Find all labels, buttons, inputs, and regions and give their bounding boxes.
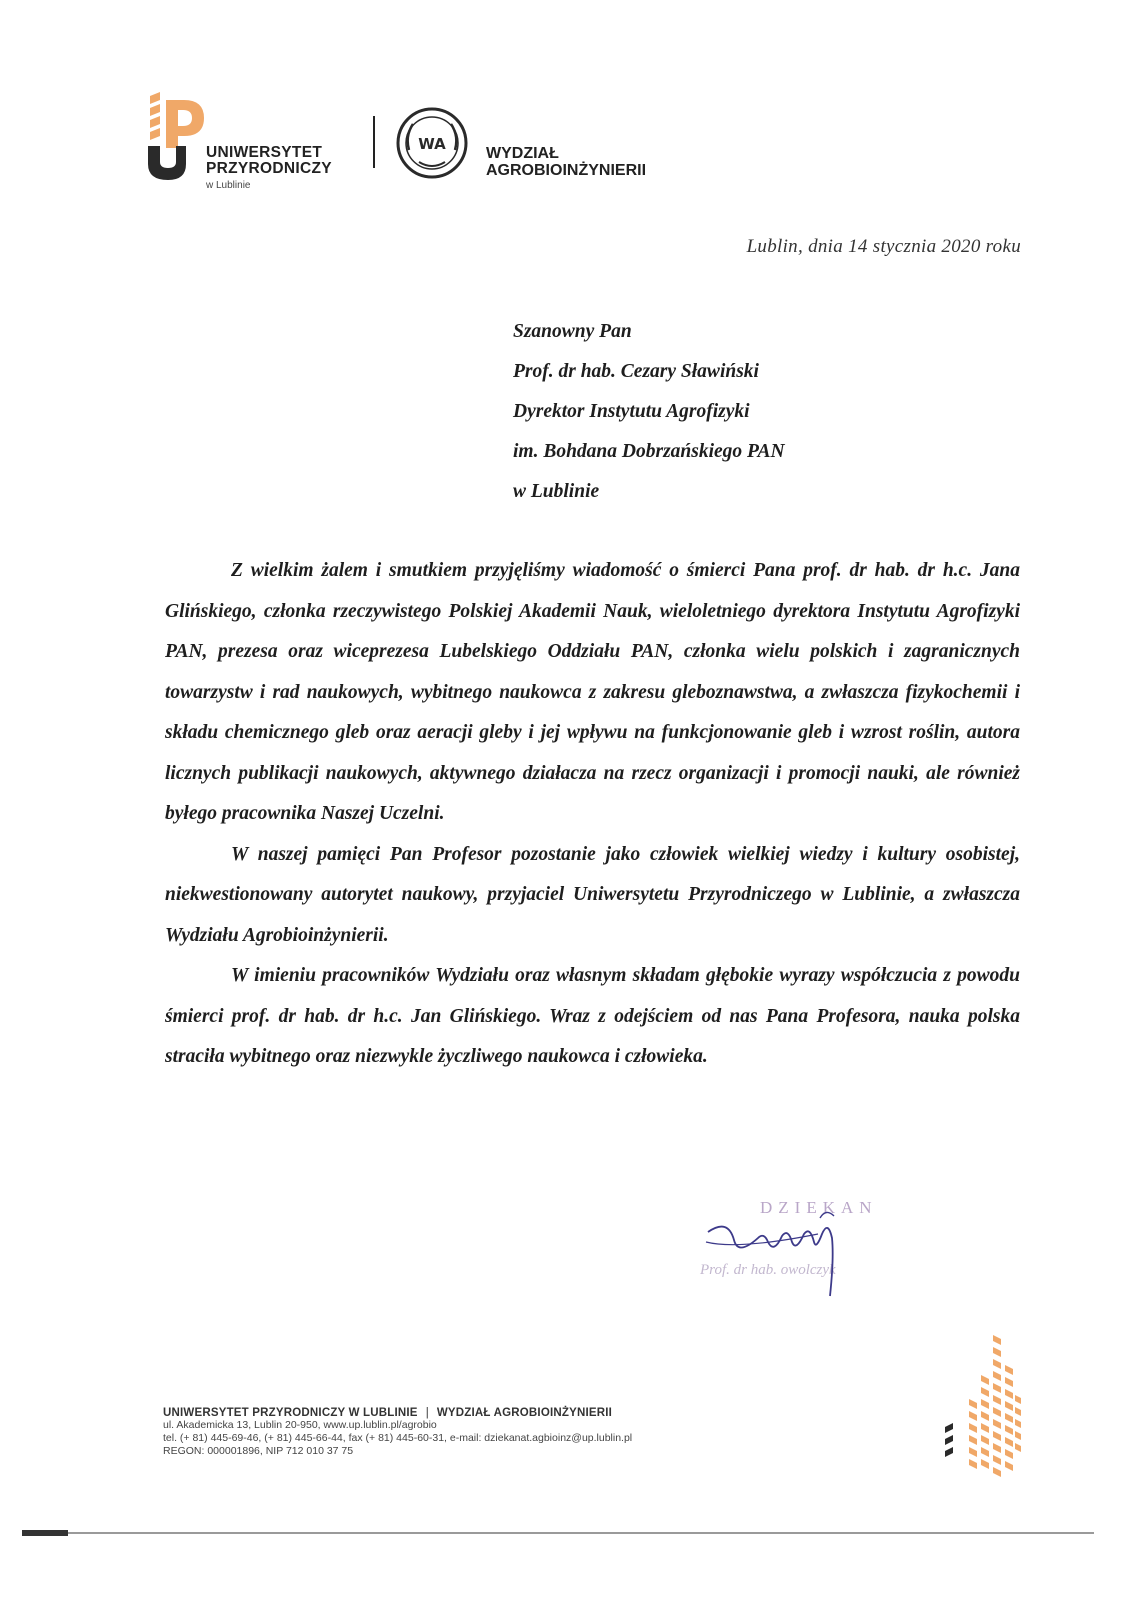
footer-title	[163, 1407, 632, 1419]
handwritten-signature-icon	[698, 1198, 958, 1318]
addressee-line: Dyrektor Instytutu Agrofizyki	[513, 401, 750, 422]
addressee-line: w Lublinie	[513, 481, 600, 502]
faculty-name-line2: AGROBIOINŻYNIERII	[486, 162, 647, 179]
footer-contact: tel. (+ 81) 445-69-46, (+ 81) 445-66-44, fax (+ 81) 445-60-31, e-mail: dziekanat.agbioinz@up.lublin.pl	[163, 1432, 633, 1444]
letter-date: Lublin, dnia 14 stycznia 2020 roku	[746, 236, 1021, 257]
stamp-name: Prof. dr hab. owolczyk	[700, 1262, 836, 1278]
addressee-line: im. Bohdana Dobrzańskiego PAN	[513, 441, 785, 462]
wheat-graphic-icon	[941, 1335, 1023, 1480]
body-paragraph: Z wielkim żalem i smutkiem przyjęliśmy wiadomość o śmierci Pana prof. dr hab. dr h.c. Jana Glińskiego, członka rzeczywistego Polskiej Akademii Nauk, wieloletniego dyrektora Instytutu Agrofizyki PAN, prezesa oraz wiceprezesa Lubelskiego Oddziału PAN, członka wielu polskich i zagranicznych towarzystw i rad naukowych, wybitnego naukowca z zakresu gleboznawstwa, a zwłaszcza fizykochemii i składu chemicznego gleb oraz aeracji gleby i jej wpływu na funkcjonowanie gleb i wzrost roślin, autora licznych publikacji naukowych, aktywnego działacza na rzecz organizacji i promocji nauki, ale również byłego pracownika Naszej Uczelni.	[165, 560, 1020, 824]
faculty-emblem-icon	[395, 106, 469, 180]
addressee-line: Prof. dr hab. Cezary Sławiński	[513, 361, 759, 382]
letterhead-footer	[163, 1407, 632, 1458]
addressee-block	[513, 312, 785, 512]
bottom-rule	[22, 1532, 1094, 1534]
body-paragraph: W naszej pamięci Pan Profesor pozostanie jako człowiek wielkiej wiedzy i kultury osobistej, niekwestionowany autorytet naukowy, przyjaciel Uniwersytetu Przyrodniczego w Lublinie, a zwłaszcza Wydziału Agrobioinżynierii.	[165, 843, 1020, 946]
footer-separator: |	[425, 1407, 429, 1419]
letter-body	[165, 551, 1020, 1078]
footer-faculty: WYDZIAŁ AGROBIOINŻYNIERII	[436, 1407, 613, 1419]
footer-university: UNIWERSYTET PRZYRODNICZY W LUBLINIE	[163, 1407, 418, 1419]
dean-signature	[698, 1198, 958, 1318]
university-name	[206, 145, 332, 177]
university-logo	[148, 92, 363, 197]
university-name-line1: UNIWERSYTET	[206, 144, 323, 161]
university-name-line2: PRZYRODNICZY	[206, 160, 332, 177]
addressee-line: Szanowny Pan	[513, 321, 632, 342]
faculty-name-line1: WYDZIAŁ	[486, 145, 559, 162]
bottom-rule-accent	[22, 1530, 68, 1536]
footer-ids: REGON: 000001896, NIP 712 010 37 75	[163, 1445, 354, 1457]
header-divider	[373, 116, 375, 168]
body-paragraph: W imieniu pracowników Wydziału oraz własnym składam głębokie wyrazy współczucia z powodu śmierci prof. dr hab. dr h.c. Jan Glińskiego. Wraz z odejściem od nas Pana Profesora, nauka polska straciła wybitnego oraz niezwykle życzliwego naukowca i człowieka.	[165, 965, 1020, 1067]
footer-address: ul. Akademicka 13, Lublin 20-950, www.up.lublin.pl/agrobio	[163, 1419, 437, 1431]
emblem-letters: WA	[418, 135, 446, 153]
up-logo-mark	[148, 92, 208, 192]
stamp-title: DZIEKAN	[760, 1198, 878, 1217]
university-location: w Lublinie	[206, 180, 251, 191]
faculty-name	[486, 145, 646, 179]
